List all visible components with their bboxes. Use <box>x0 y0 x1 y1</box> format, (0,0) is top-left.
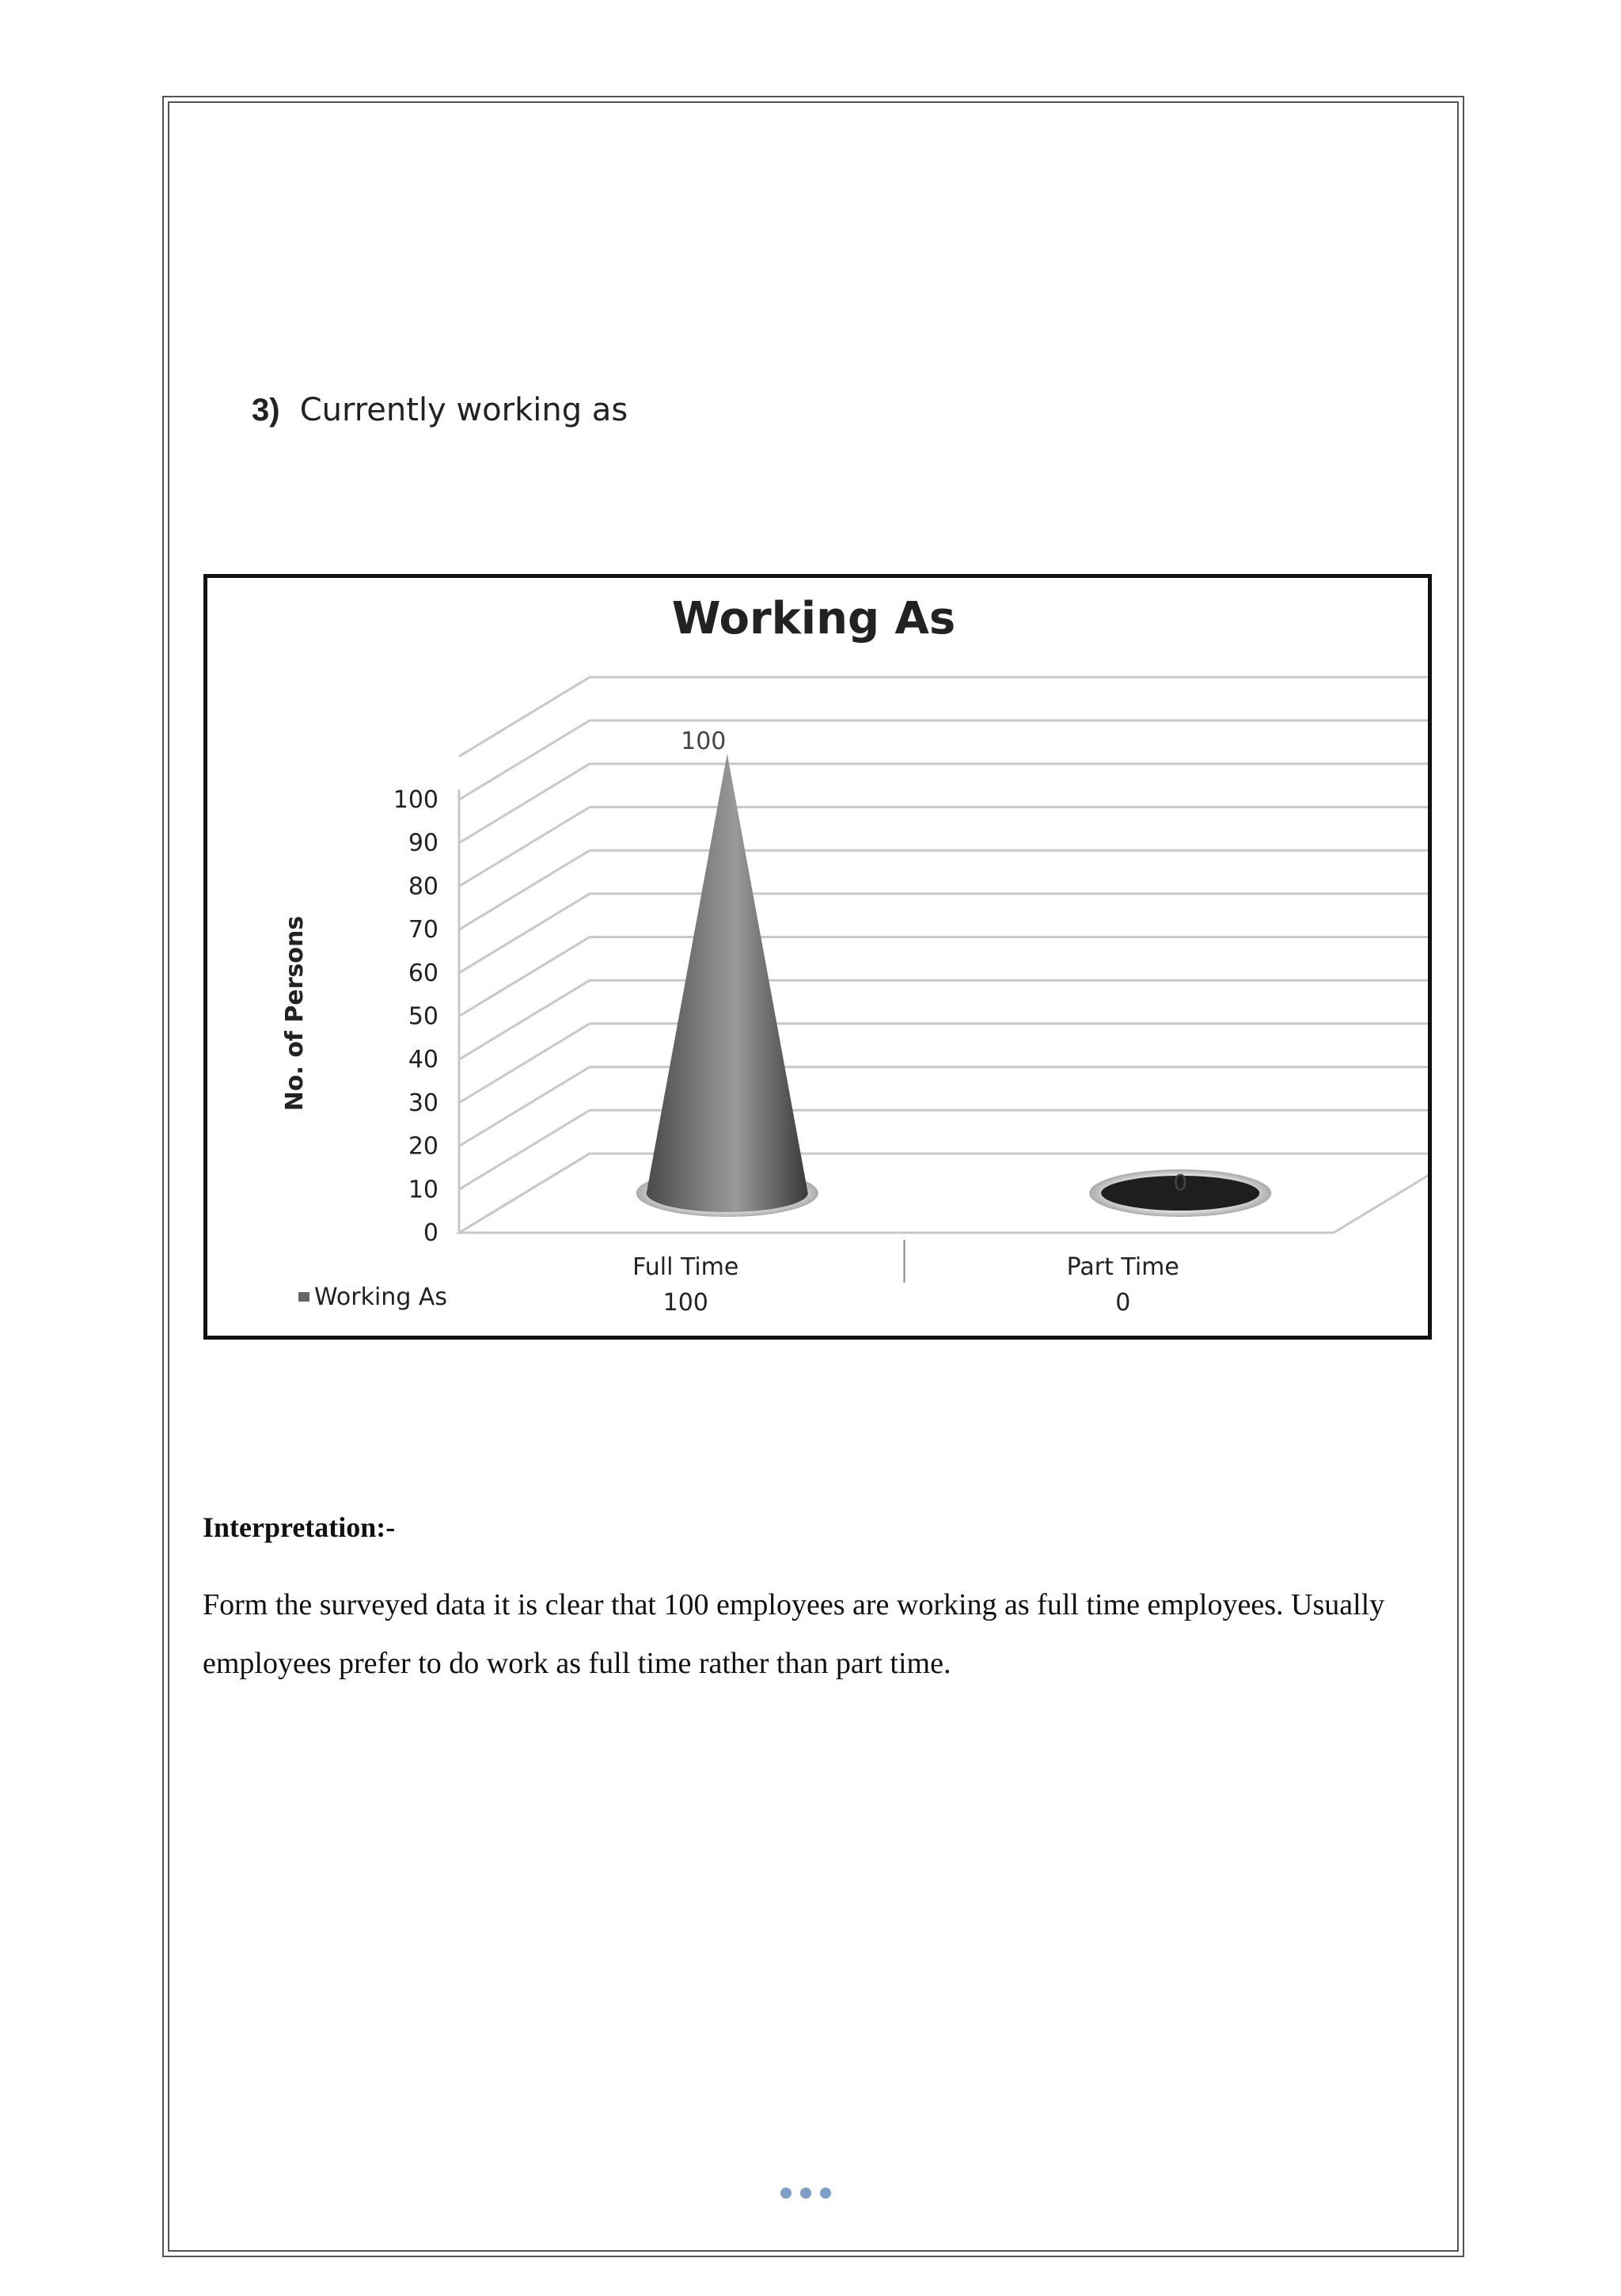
y-tick-label: 60 <box>408 959 438 987</box>
side-grid-line <box>459 1024 590 1103</box>
working-as-chart <box>207 578 1428 1336</box>
y-tick-label: 10 <box>408 1176 438 1204</box>
x-category-label: Part Time <box>1066 1253 1179 1281</box>
ellipsis-icon <box>780 2188 841 2203</box>
side-grid-line <box>459 937 590 1017</box>
side-grid-line <box>459 1110 590 1189</box>
side-grid-line <box>459 807 590 886</box>
dot <box>820 2188 831 2199</box>
y-tick-label: 0 <box>423 1219 438 1247</box>
section-number: 3) <box>252 393 280 428</box>
legend-swatch <box>298 1292 309 1302</box>
chart-title: Working As <box>671 593 956 644</box>
cone-bar <box>647 754 808 1212</box>
y-tick-label: 90 <box>408 829 438 857</box>
section-title: Currently working as <box>299 392 628 428</box>
data-label: 100 <box>681 728 727 755</box>
section-heading <box>252 392 628 428</box>
legend-label: Working As <box>314 1283 448 1311</box>
y-tick-label: 50 <box>408 1002 438 1031</box>
data-table-value: 0 <box>1115 1289 1131 1317</box>
side-grid-line <box>459 677 590 756</box>
y-tick-label: 80 <box>408 872 438 901</box>
side-grid-line <box>459 720 590 800</box>
x-category-label: Full Time <box>632 1253 739 1281</box>
y-tick-label: 70 <box>408 916 438 945</box>
side-grid-line <box>459 764 590 843</box>
dot <box>800 2188 811 2199</box>
y-tick-label: 40 <box>408 1046 438 1074</box>
interpretation-title: Interpretation:- <box>203 1511 396 1543</box>
dot <box>780 2188 792 2199</box>
y-tick-label: 100 <box>393 786 438 814</box>
side-grid-line <box>459 980 590 1059</box>
side-grid-line <box>459 894 590 973</box>
side-grid-line <box>459 850 590 929</box>
data-table-value: 100 <box>662 1289 708 1317</box>
floor-plane <box>459 1154 1428 1233</box>
side-grid-line <box>459 1067 590 1146</box>
y-tick-label: 30 <box>408 1089 438 1117</box>
y-tick-label: 20 <box>408 1132 438 1161</box>
plot-area <box>298 677 1428 1317</box>
data-label: 0 <box>1173 1169 1188 1196</box>
chart-container <box>203 574 1432 1340</box>
y-axis-label: No. of Persons <box>281 915 309 1112</box>
interpretation-body: Form the surveyed data it is clear that 100 employees are working as full time employees. Usually employees prefer to do work as full time rather than part time. <box>203 1588 1385 1680</box>
